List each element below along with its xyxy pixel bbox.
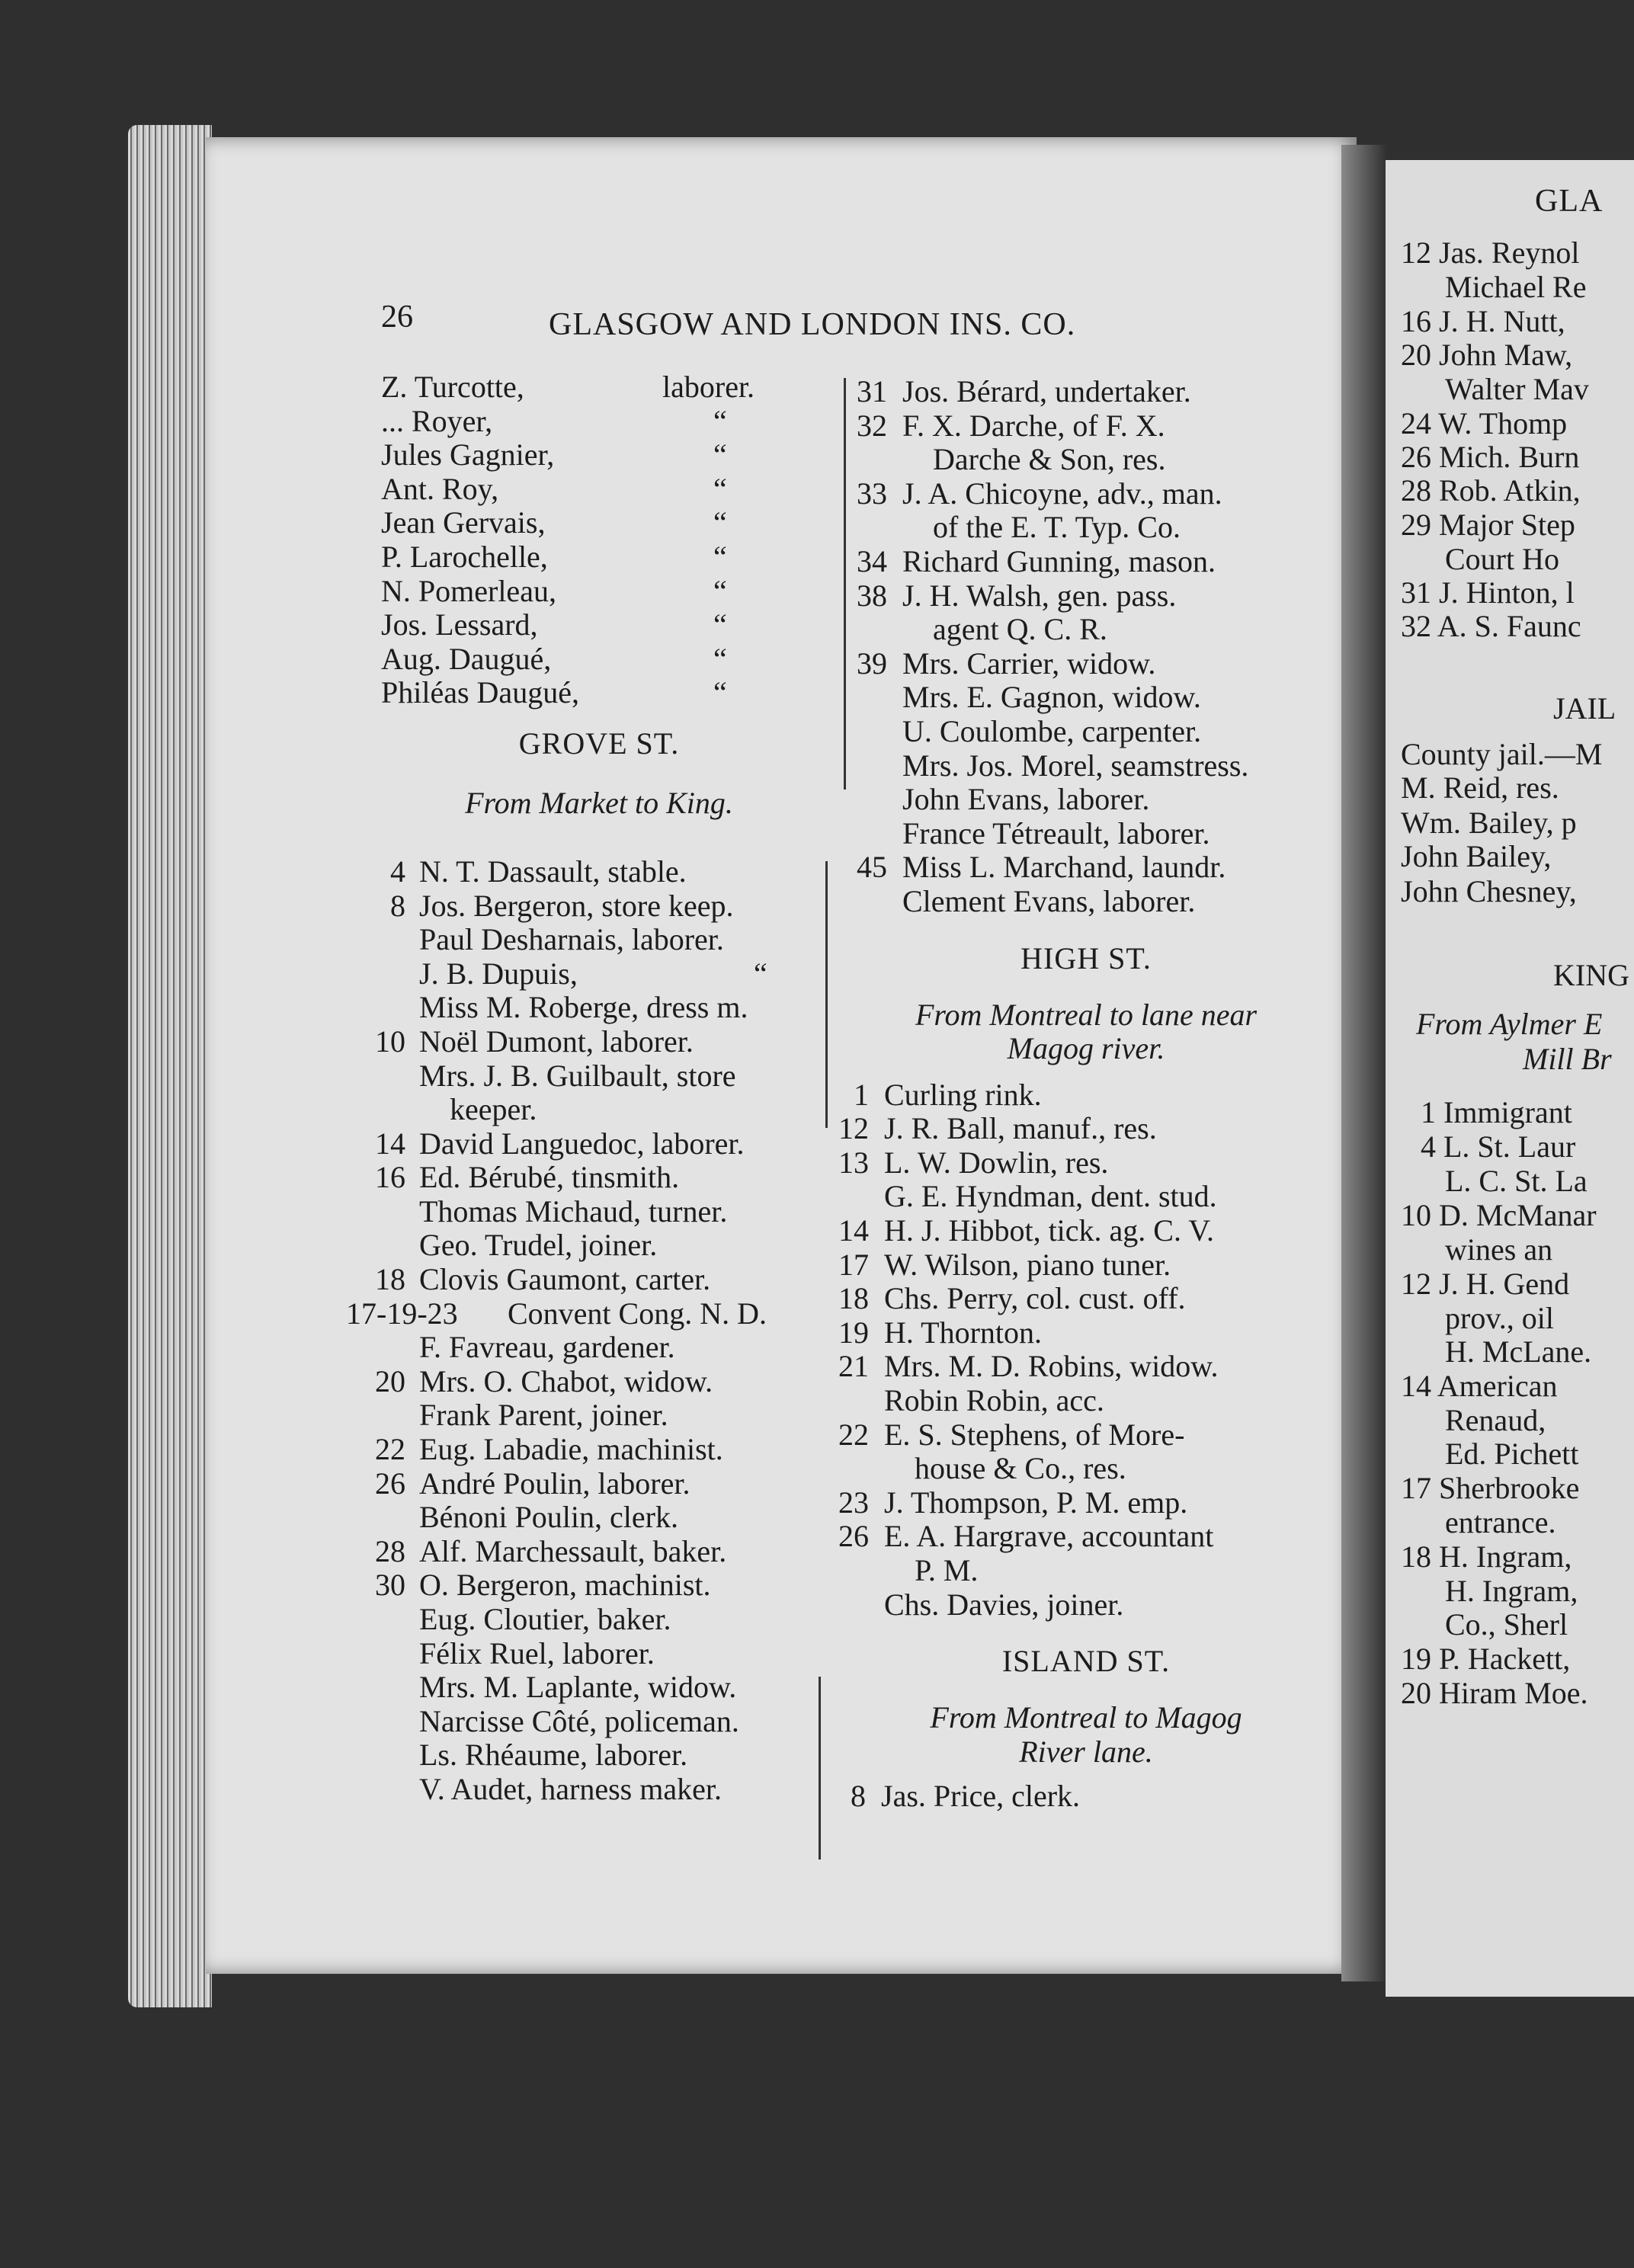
directory-entry bbox=[370, 1433, 828, 1467]
directory-entry bbox=[838, 885, 1334, 919]
ditto-mark: “ bbox=[713, 641, 727, 676]
right-page-fragment bbox=[1386, 160, 1634, 1997]
next-page-line: 17 Sherbrooke bbox=[1401, 1471, 1580, 1505]
entry-text: David Languedoc, laborer. bbox=[419, 1126, 745, 1161]
entry-text: Noël Dumont, laborer. bbox=[419, 1023, 694, 1059]
directory-entry bbox=[370, 608, 828, 642]
entry-text: of the E. T. Typ. Co. bbox=[933, 510, 1181, 545]
directory-entry bbox=[370, 642, 828, 677]
directory-entry bbox=[838, 1520, 1334, 1554]
entry-text: N. T. Dassault, stable. bbox=[419, 854, 687, 889]
next-page-line: Walter Mav bbox=[1445, 372, 1589, 406]
directory-entry bbox=[370, 1398, 828, 1433]
next-page-line: 26 Mich. Burn bbox=[1401, 440, 1580, 474]
entry-text: keeper. bbox=[450, 1092, 537, 1127]
street-subheading-high: From Montreal to lane near bbox=[915, 997, 1258, 1032]
entry-text: Jos. Lessard, bbox=[381, 607, 538, 642]
directory-entry bbox=[370, 1025, 828, 1059]
next-page-line: John Chesney, bbox=[1401, 874, 1577, 908]
house-number: 14 bbox=[375, 1126, 405, 1161]
directory-entry bbox=[838, 783, 1334, 817]
house-number: 39 bbox=[857, 645, 887, 681]
next-page-line: 20 John Maw, bbox=[1401, 338, 1573, 372]
directory-entry bbox=[838, 1146, 1334, 1180]
house-number: 18 bbox=[375, 1262, 405, 1297]
entry-text: Félix Ruel, laborer. bbox=[419, 1635, 655, 1671]
entry-text: Miss M. Roberge, dress m. bbox=[419, 990, 748, 1025]
next-page-line: 19 P. Hackett, bbox=[1401, 1642, 1571, 1676]
house-number: 23 bbox=[838, 1485, 869, 1520]
entry-text: E. S. Stephens, of More- bbox=[884, 1417, 1185, 1452]
entry-text: Jean Gervais, bbox=[381, 505, 546, 540]
next-page-line: Co., Sherl bbox=[1445, 1607, 1568, 1642]
next-page-line: Ed. Pichett bbox=[1445, 1437, 1579, 1471]
entry-text: Darche & Son, res. bbox=[933, 442, 1166, 477]
house-number: 20 bbox=[375, 1363, 405, 1398]
house-number: 34 bbox=[857, 543, 887, 578]
directory-entry bbox=[370, 1671, 828, 1705]
entry-text: Aug. Daugué, bbox=[381, 641, 552, 676]
entry-text: Alf. Marchessault, baker. bbox=[419, 1533, 727, 1568]
entry-text: Mrs. Carrier, widow. bbox=[902, 645, 1156, 681]
directory-entry bbox=[370, 1535, 828, 1569]
street-subheading-island-2: River lane. bbox=[1019, 1734, 1153, 1769]
next-page-line: 12 J. H. Gend bbox=[1401, 1267, 1570, 1301]
directory-entry bbox=[370, 1161, 828, 1195]
entry-text: Mrs. O. Chabot, widow. bbox=[419, 1363, 713, 1398]
next-page-line: 14 American bbox=[1401, 1369, 1558, 1403]
directory-entry bbox=[838, 1486, 1334, 1520]
entry-text: Jas. Price, clerk. bbox=[881, 1779, 1081, 1814]
ditto-mark: “ bbox=[713, 675, 727, 710]
house-number: 45 bbox=[857, 850, 887, 885]
directory-entry bbox=[838, 647, 1334, 681]
entry-text: Ant. Roy, bbox=[381, 471, 499, 506]
entry-text: Geo. Trudel, joiner. bbox=[419, 1228, 658, 1263]
entry-occupation: laborer. bbox=[662, 370, 755, 404]
page-number: 26 bbox=[381, 300, 413, 335]
ditto-mark: “ bbox=[713, 505, 727, 540]
entry-text: G. E. Hyndman, dent. stud. bbox=[884, 1179, 1217, 1214]
right-column bbox=[838, 375, 1334, 1814]
directory-entry bbox=[838, 749, 1334, 783]
entry-text: Curling rink. bbox=[884, 1077, 1042, 1112]
directory-entry bbox=[370, 1228, 828, 1263]
entry-text: France Tétreault, laborer. bbox=[902, 815, 1210, 850]
entry-text: U. Coulombe, carpenter. bbox=[902, 713, 1202, 748]
entry-text: H. J. Hibbot, tick. ag. C. V. bbox=[884, 1213, 1214, 1248]
entry-text: Clovis Gaumont, carter. bbox=[419, 1262, 711, 1297]
next-page-line: L. C. St. La bbox=[1445, 1164, 1588, 1198]
entry-text: F. X. Darche, of F. X. bbox=[902, 408, 1165, 443]
entry-text: Frank Parent, joiner. bbox=[419, 1398, 668, 1433]
entry-text: P. Larochelle, bbox=[381, 539, 548, 574]
directory-entry bbox=[838, 1282, 1334, 1316]
entry-text: Ed. Bérubé, tinsmith. bbox=[419, 1160, 680, 1195]
directory-entry bbox=[370, 575, 828, 609]
house-number: 18 bbox=[838, 1281, 869, 1316]
next-page-line: prov., oil bbox=[1445, 1301, 1554, 1335]
entry-text: house & Co., res. bbox=[915, 1451, 1126, 1486]
entry-text: Eug. Labadie, machinist. bbox=[419, 1432, 723, 1467]
directory-entry bbox=[370, 1195, 828, 1229]
directory-entry bbox=[370, 540, 828, 575]
directory-entry bbox=[370, 991, 828, 1025]
directory-entry bbox=[838, 1180, 1334, 1214]
entry-text: H. Thornton. bbox=[884, 1315, 1043, 1350]
entry-text: Jos. Bergeron, store keep. bbox=[419, 888, 734, 923]
next-page-line: Renaud, bbox=[1445, 1403, 1546, 1437]
entry-text: Miss L. Marchand, laundr. bbox=[902, 850, 1226, 885]
entry-text: O. Bergeron, machinist. bbox=[419, 1568, 711, 1603]
directory-entry bbox=[370, 506, 828, 540]
directory-entry bbox=[838, 1248, 1334, 1283]
house-number: 26 bbox=[838, 1519, 869, 1554]
directory-entry bbox=[370, 370, 828, 405]
directory-entry bbox=[838, 1779, 1334, 1814]
directory-entry bbox=[838, 443, 1334, 477]
house-number: 22 bbox=[375, 1432, 405, 1467]
directory-entry bbox=[370, 472, 828, 507]
directory-entry bbox=[370, 1263, 828, 1297]
street-subheading-grove: From Market to King. bbox=[465, 785, 733, 820]
entry-text: L. W. Dowlin, res. bbox=[884, 1145, 1109, 1180]
directory-entry bbox=[838, 1554, 1334, 1588]
directory-entry bbox=[838, 545, 1334, 579]
book-gutter bbox=[1341, 145, 1387, 1981]
directory-entry bbox=[838, 1350, 1334, 1384]
ditto-mark: “ bbox=[713, 403, 727, 438]
next-page-line: H. Ingram, bbox=[1445, 1574, 1578, 1608]
entry-text: Clement Evans, laborer. bbox=[902, 883, 1196, 918]
next-page-line: Wm. Bailey, p bbox=[1401, 806, 1577, 840]
house-number: 10 bbox=[375, 1023, 405, 1059]
next-page-line: 1 Immigrant bbox=[1421, 1095, 1572, 1129]
entry-text: J. R. Ball, manuf., res. bbox=[884, 1111, 1157, 1146]
street-subheading-high-2: Magog river. bbox=[1007, 1031, 1165, 1066]
house-number: 33 bbox=[857, 476, 887, 511]
next-page-line: 32 A. S. Faunc bbox=[1401, 609, 1581, 643]
house-number: 8 bbox=[851, 1779, 866, 1814]
running-head: GLASGOW AND LONDON INS. CO. bbox=[549, 307, 1076, 342]
entry-text: ... Royer, bbox=[381, 403, 493, 438]
directory-entry bbox=[370, 438, 828, 472]
next-page-line: 4 L. St. Laur bbox=[1421, 1129, 1576, 1164]
entry-text: P. M. bbox=[915, 1553, 979, 1587]
next-page-line: KING bbox=[1553, 958, 1629, 992]
directory-entry bbox=[838, 579, 1334, 613]
directory-entry bbox=[370, 1738, 828, 1773]
entry-text: Mrs. M. Laplante, widow. bbox=[419, 1670, 737, 1705]
directory-entry bbox=[370, 1603, 828, 1637]
directory-entry bbox=[370, 1568, 828, 1603]
directory-entry bbox=[370, 923, 828, 957]
house-number: 26 bbox=[375, 1466, 405, 1501]
ditto-mark: “ bbox=[713, 573, 727, 608]
entry-text: Mrs. J. B. Guilbault, store bbox=[419, 1058, 736, 1093]
entry-text: Mrs. E. Gagnon, widow. bbox=[902, 680, 1201, 715]
entry-text: André Poulin, laborer. bbox=[419, 1466, 690, 1501]
directory-entry bbox=[370, 1705, 828, 1739]
directory-entry bbox=[370, 855, 828, 889]
house-number: 22 bbox=[838, 1417, 869, 1452]
directory-entry bbox=[838, 1384, 1334, 1418]
directory-entry bbox=[838, 477, 1334, 511]
directory-entry bbox=[838, 1112, 1334, 1146]
next-page-line: From Aylmer E bbox=[1416, 1007, 1603, 1041]
directory-entry bbox=[838, 1316, 1334, 1350]
directory-entry bbox=[370, 1467, 828, 1501]
entry-text: Mrs. M. D. Robins, widow. bbox=[884, 1349, 1219, 1384]
entry-text: J. H. Walsh, gen. pass. bbox=[902, 578, 1177, 613]
next-page-line: John Bailey, bbox=[1401, 839, 1552, 873]
next-page-line: 31 J. Hinton, l bbox=[1401, 575, 1575, 610]
directory-entry bbox=[370, 957, 828, 991]
directory-entry bbox=[838, 681, 1334, 715]
house-number: 32 bbox=[857, 408, 887, 443]
next-page-line: 16 J. H. Nutt, bbox=[1401, 304, 1565, 338]
directory-entry bbox=[838, 1452, 1334, 1486]
entry-text: Convent Cong. N. D. bbox=[508, 1296, 767, 1331]
house-number: 17-19-23 bbox=[346, 1296, 458, 1331]
house-number: 21 bbox=[838, 1349, 869, 1384]
entry-text: N. Pomerleau, bbox=[381, 573, 556, 608]
next-page-line: wines an bbox=[1445, 1232, 1553, 1267]
ditto-mark: “ bbox=[713, 607, 727, 642]
house-number: 13 bbox=[838, 1145, 869, 1180]
entry-text: agent Q. C. R. bbox=[933, 612, 1107, 647]
entry-text: Chs. Perry, col. cust. off. bbox=[884, 1281, 1186, 1316]
next-page-line: Michael Re bbox=[1445, 270, 1587, 304]
directory-entry bbox=[370, 1365, 828, 1399]
ditto-mark: “ bbox=[754, 956, 767, 991]
entry-text: Ls. Rhéaume, laborer. bbox=[419, 1738, 688, 1773]
next-page-line: JAIL bbox=[1553, 691, 1616, 726]
ditto-mark: “ bbox=[713, 437, 727, 472]
entry-text: V. Audet, harness maker. bbox=[419, 1771, 722, 1806]
house-number: 17 bbox=[838, 1247, 869, 1282]
entry-text: Robin Robin, acc. bbox=[884, 1383, 1104, 1418]
house-number: 31 bbox=[857, 374, 887, 408]
directory-entry bbox=[838, 1418, 1334, 1453]
street-heading-island: ISLAND ST. bbox=[1001, 1644, 1171, 1679]
next-page-line: 29 Major Step bbox=[1401, 508, 1575, 542]
entry-text: Mrs. Jos. Morel, seamstress. bbox=[902, 748, 1249, 783]
house-number: 30 bbox=[375, 1568, 405, 1603]
directory-entry bbox=[838, 613, 1334, 647]
house-number: 28 bbox=[375, 1533, 405, 1568]
next-page-line: entrance. bbox=[1445, 1505, 1556, 1539]
house-number: 8 bbox=[390, 888, 405, 923]
next-page-line: 10 D. McManar bbox=[1401, 1198, 1597, 1232]
entry-text: Eug. Cloutier, baker. bbox=[419, 1602, 671, 1636]
directory-entry bbox=[370, 1093, 828, 1127]
entry-text: W. Wilson, piano tuner. bbox=[884, 1247, 1171, 1282]
entry-text: Thomas Michaud, turner. bbox=[419, 1193, 728, 1228]
entry-text: J. Thompson, P. M. emp. bbox=[884, 1485, 1188, 1520]
directory-entry bbox=[370, 676, 828, 710]
next-page-line: County jail.—M bbox=[1401, 737, 1603, 771]
directory-entry bbox=[838, 409, 1334, 444]
directory-entry bbox=[838, 1588, 1334, 1623]
directory-entry bbox=[346, 1296, 828, 1331]
directory-entry bbox=[370, 405, 828, 439]
page-edges bbox=[128, 125, 212, 2007]
house-number: 12 bbox=[838, 1111, 869, 1146]
house-number: 16 bbox=[375, 1160, 405, 1195]
house-number: 38 bbox=[857, 578, 887, 613]
entry-text: E. A. Hargrave, accountant bbox=[884, 1519, 1214, 1554]
house-number: 4 bbox=[390, 854, 405, 889]
directory-entry bbox=[838, 1214, 1334, 1248]
directory-entry bbox=[370, 1059, 828, 1094]
left-column bbox=[346, 370, 828, 1807]
street-heading-high: HIGH ST. bbox=[1020, 940, 1152, 975]
entry-text: Philéas Daugué, bbox=[381, 675, 579, 710]
entry-text: Chs. Davies, joiner. bbox=[884, 1587, 1124, 1622]
next-page-line: H. McLane. bbox=[1445, 1334, 1592, 1369]
entry-text: J. B. Dupuis, bbox=[419, 956, 578, 991]
ditto-mark: “ bbox=[713, 471, 727, 506]
next-page-running-head: GLA bbox=[1535, 184, 1604, 219]
street-heading-grove: GROVE ST. bbox=[518, 726, 680, 761]
next-page-line: 28 Rob. Atkin, bbox=[1401, 473, 1581, 508]
next-page-line: Court Ho bbox=[1445, 542, 1559, 576]
ditto-mark: “ bbox=[713, 539, 727, 574]
directory-entry bbox=[370, 1331, 828, 1365]
entry-text: Z. Turcotte, bbox=[381, 370, 524, 404]
directory-entry bbox=[370, 1773, 828, 1807]
directory-entry bbox=[370, 1637, 828, 1671]
directory-entry bbox=[370, 1501, 828, 1535]
directory-entry bbox=[838, 511, 1334, 545]
entry-text: Bénoni Poulin, clerk. bbox=[419, 1500, 678, 1535]
next-page-line: 18 H. Ingram, bbox=[1401, 1539, 1572, 1574]
next-page-line: 24 W. Thomp bbox=[1401, 406, 1568, 440]
directory-entry bbox=[370, 889, 828, 924]
entry-text: Richard Gunning, mason. bbox=[902, 543, 1216, 578]
next-page-line: M. Reid, res. bbox=[1401, 770, 1559, 805]
directory-entry bbox=[838, 850, 1334, 885]
house-number: 1 bbox=[854, 1077, 869, 1112]
house-number: 19 bbox=[838, 1315, 869, 1350]
next-page-line: 20 Hiram Moe. bbox=[1401, 1676, 1588, 1710]
directory-entry bbox=[370, 1127, 828, 1161]
street-subheading-island: From Montreal to Magog bbox=[930, 1700, 1242, 1735]
entry-text: J. A. Chicoyne, adv., man. bbox=[902, 476, 1222, 511]
directory-entry bbox=[838, 375, 1334, 409]
entry-text: Paul Desharnais, laborer. bbox=[419, 922, 724, 957]
directory-entry bbox=[838, 1078, 1334, 1113]
entry-text: Jos. Bérard, undertaker. bbox=[902, 374, 1191, 408]
entry-text: John Evans, laborer. bbox=[902, 782, 1150, 817]
next-page-line: Mill Br bbox=[1523, 1042, 1612, 1076]
entry-text: Jules Gagnier, bbox=[381, 437, 555, 472]
next-page-line: 12 Jas. Reynol bbox=[1401, 235, 1580, 270]
entry-text: F. Favreau, gardener. bbox=[419, 1330, 675, 1365]
entry-text: Narcisse Côté, policeman. bbox=[419, 1703, 739, 1738]
directory-entry bbox=[838, 817, 1334, 851]
directory-entry bbox=[838, 715, 1334, 749]
house-number: 14 bbox=[838, 1213, 869, 1248]
